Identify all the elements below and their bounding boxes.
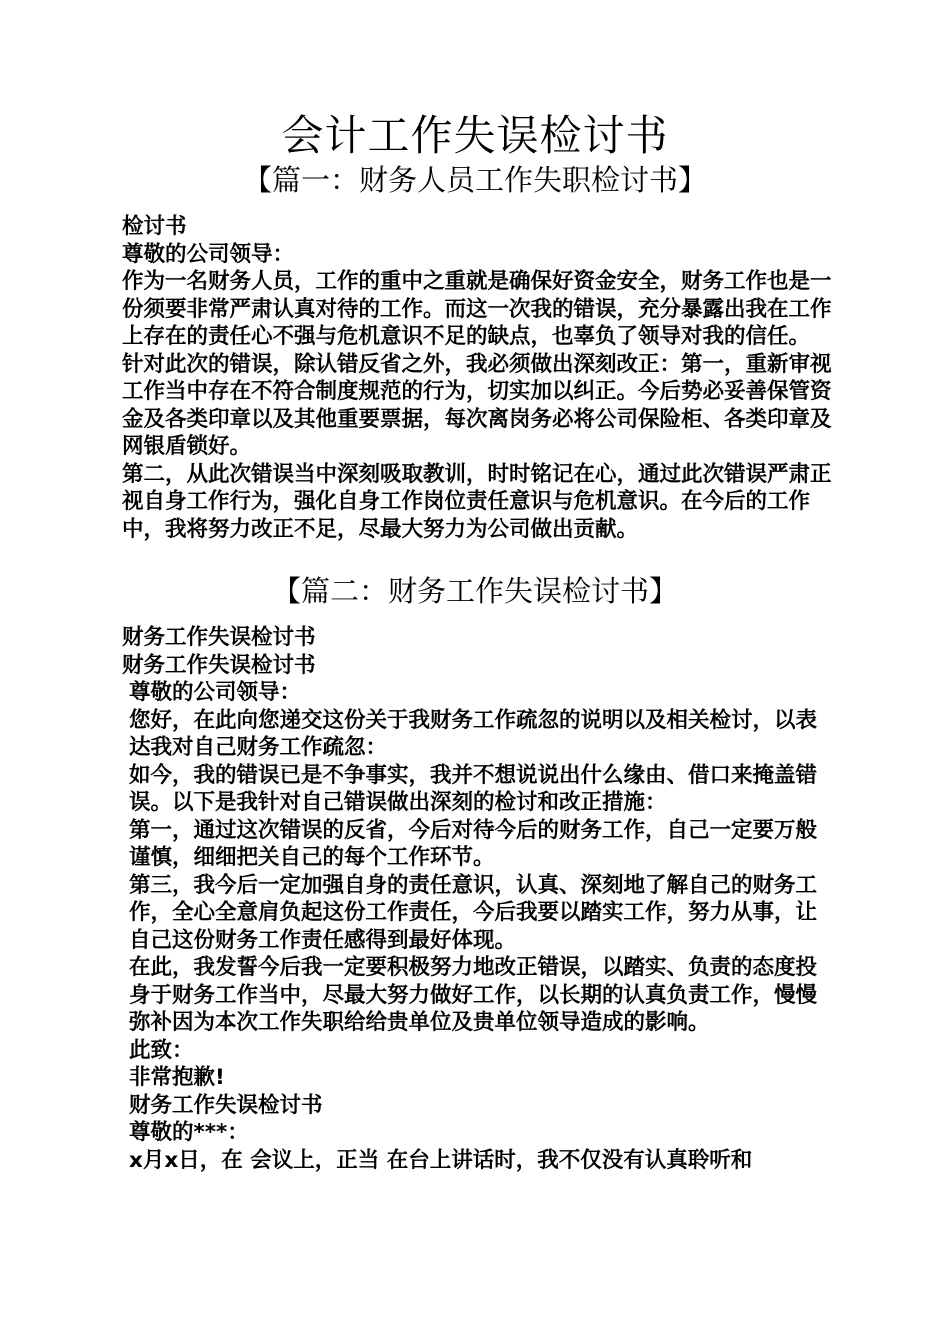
section-2-last-line: x月x日，在 会议上，正当 在台上讲话时，我不仅没有认真聆听和	[129, 1147, 753, 1173]
section-2-paragraph-2: 如今，我的错误已是不争事实，我并不想说说出什么缘由、借口来掩盖错误。以下是我针对自己错误做出深刻的检讨和改正措施：	[129, 762, 818, 815]
section-2-paragraph-5: 在此，我发誓今后我一定要积极努力地改正错误，以踏实、负责的态度投身于财务工作当中，尽最大努力做好工作，以长期的认真负责工作，慢慢弥补因为本次工作失职给给贵单位及贵单位领导造成的影响。	[129, 955, 818, 1035]
section-1-paragraph-2: 针对此次的错误，除认错反省之外，我必须做出深刻改正：第一，重新审视工作当中存在不符合制度规范的行为，切实加以纠正。今后势必妥善保管资金及各类印章以及其他重要票据，每次离岗务必将公司保险柜、各类印章及网银盾锁好。	[122, 351, 832, 459]
section-2-heading: 【篇二：财务工作失误检讨书】	[271, 574, 678, 608]
section-1-paragraph-1: 作为一名财务人员，工作的重中之重就是确保好资金安全，财务工作也是一份须要非常严肃认真对待的工作。而这一次我的错误，充分暴露出我在工作上存在的责任心不强与危机意识不足的缺点，也辜负了领导对我的信任。	[122, 269, 832, 349]
section-1-body	[115, 213, 837, 543]
section-2-paragraph-3: 第一，通过这次错误的反省，今后对待今后的财务工作，自己一定要万般谨慎，细细把关自己的每个工作环节。	[129, 817, 818, 870]
section-2-body	[115, 624, 837, 1174]
section-2-title-line-1: 财务工作失误检讨书	[122, 625, 316, 650]
section-2-title-line-3: 财务工作失误检讨书	[129, 1092, 323, 1118]
section-2-paragraph-1: 您好，在此向您递交这份关于我财务工作疏忽的说明以及相关检讨，以表达我对自己财务工作疏忽：	[129, 707, 818, 760]
section-1-label: 检讨书	[122, 214, 187, 239]
document-title: 会计工作失误检讨书	[281, 111, 669, 160]
section-1-salutation: 尊敬的公司领导：	[122, 241, 295, 267]
section-2-paragraph-4: 第三，我今后一定加强自身的责任意识，认真、深刻地了解自己的财务工作，全心全意肩负起这份工作责任，今后我要以踏实工作，努力从事，让自己这份财务工作责任感得到最好体现。	[129, 872, 818, 953]
section-2-salutation-2: 尊敬的***：	[129, 1120, 249, 1145]
section-1-paragraph-3: 第二，从此次错误当中深刻吸取教训，时时铭记在心，通过此次错误严肃正视自身工作行为，强化自身工作岗位责任意识与危机意识。在今后的工作中，我将努力改正不足，尽最大努力为公司做出贡献。	[122, 461, 832, 542]
section-2-title-line-2: 财务工作失误检讨书	[122, 652, 316, 678]
section-2-apology: 非常抱歉!	[129, 1065, 225, 1090]
section-2-salutation: 尊敬的公司领导：	[129, 680, 302, 705]
section-2-closing: 此致：	[129, 1037, 194, 1063]
section-1-heading: 【篇一：财务人员工作失职检讨书】	[242, 163, 707, 197]
